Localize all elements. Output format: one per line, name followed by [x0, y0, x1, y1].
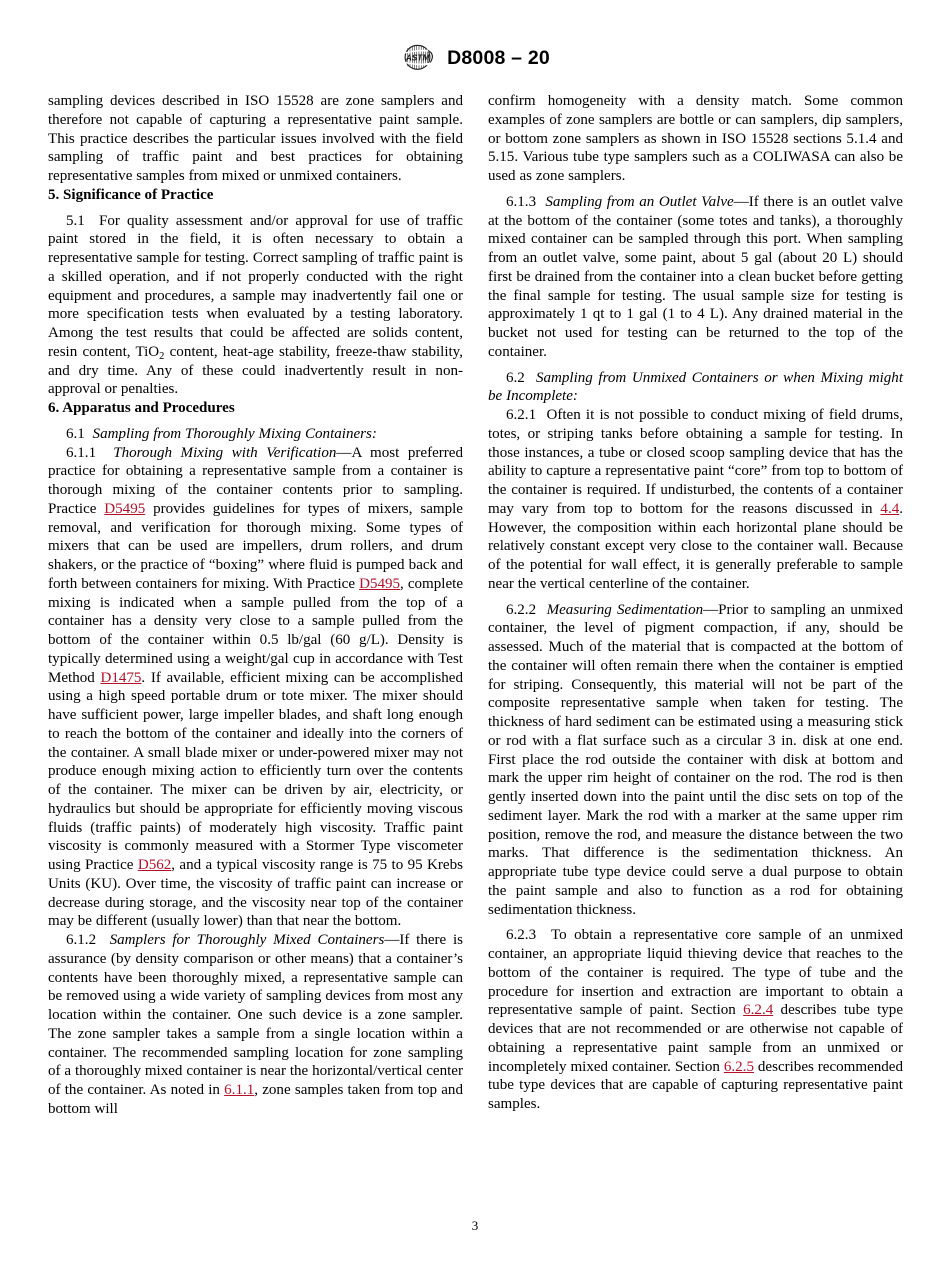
- reference-link-d5495-a[interactable]: D5495: [104, 500, 146, 517]
- paragraph-number-6-2-3: 6.2.3: [506, 927, 537, 944]
- left-column: [48, 92, 463, 1119]
- reference-link-d1475[interactable]: D1475: [100, 669, 142, 686]
- paragraph-6-2-title: Sampling from Unmixed Containers or when Mixing might be Incomplete:: [488, 369, 903, 405]
- page-number: 3: [471, 1218, 479, 1233]
- paragraph-number-6-2-2: 6.2.2: [506, 601, 537, 618]
- paragraph-6-2-3-text-b: describes tube type devices that are not recommended or are otherwise not capable of obtaining a representative paint sample from an unmixed or incompletely mixed container. Section: [488, 1002, 903, 1075]
- paragraph-6-2-3-text-c: describes recommended tube type devices that are capable of capturing representative paint samples.: [488, 1058, 904, 1112]
- paragraph-6-1-1-text-e: , and a typical viscosity range is 75 to 95 Krebs Units (KU). Over time, the viscosity of traffic paint can increase or decrease during storage, and the viscosity near top of the container may be different (usually lower) than that near the bottom.: [48, 857, 463, 930]
- reference-link-6-1-1[interactable]: 6.1.1: [224, 1082, 255, 1098]
- paragraph-6-1-2: [48, 931, 463, 1119]
- paragraph-6-2-2: [488, 601, 903, 920]
- paragraph-number-6-2: 6.2: [506, 369, 525, 386]
- paragraph-6-1-2-title: Samplers for Thoroughly Mixed Containers: [109, 932, 385, 948]
- body-columns: [48, 92, 904, 1119]
- paragraph-6-1-1-title: Thorough Mixing with Verification: [113, 444, 337, 461]
- paragraph-6-1-3-text: —If there is an outlet valve at the bottom of the container (some totes and tanks), a thoroughly mixed container can be sampled through this port. When sampling from an outlet valve, some paint, about 5 gal (about 20 L) should first be drained from the container into a clean bucket before getting the final sample for testing. The usual sample size for testing is approximately 1 qt to 1 gal (1 to 4 L). Any drained material in the bucket not used for testing can be returned to the top of the container.: [488, 193, 903, 360]
- paragraph-6-2-2-title: Measuring Sedimentation: [546, 601, 704, 618]
- paragraph-number-6-1-1: 6.1.1: [66, 444, 97, 461]
- paragraph-6-2-1-text-b: . However, the composition within each horizontal plane should be relatively constant except very close to the container wall. Because of the potential for wall effect, it is generally preferable to sample near the vertical centerline of the container.: [488, 500, 903, 592]
- paragraph-number-6-1: 6.1: [66, 425, 85, 442]
- heading-section-6: 6. Apparatus and Procedures: [48, 400, 235, 416]
- paragraph-6-2-2-text: —Prior to sampling an unmixed container, the level of pigment compaction, if any, should be assessed. Much of the material that is compacted at the bottom of the container will often remain there when the container is emptied for striping. Consequently, this material will not be part of the composite representative sample when taken for testing. The thickness of hard sediment can be estimated using a measuring stick or rod with a flat surface such as a circular 3 in. disk at one end. First place the rod outside the container with disk at bottom and mark the upper rim height of container on the rod. The rod is then gently inserted down into the paint until the disc sets on top of the sediment layer. Mark the rod with a marker at the same upper rim position, remove the rod, and measure the distance between the two marks. That difference is the sedimentation thickness. An appropriate tube type device could serve a dual purpose to obtain the paint sample and also to function as a rod for obtaining sedimentation thickness.: [488, 601, 903, 918]
- svg-text:ASTM: ASTM: [405, 53, 430, 63]
- paragraph-6-1-1: [48, 444, 463, 932]
- paragraph-6-1-2-text-b: , zone samples taken from top and bottom will: [48, 1082, 463, 1117]
- paragraph-6-1: [48, 425, 463, 444]
- paragraph-6-1-1-text-b: provides guidelines for types of mixers, sample removal, and verification for thorough mixing. Some types of mixers that can be used are impellers, drum rollers, and drum shakers, or the practice of “boxing” where fluid is pumped back and forth between containers for mixing. With Practice: [48, 500, 463, 592]
- reference-link-6-2-4[interactable]: 6.2.4: [743, 1002, 774, 1019]
- reference-link-4-4[interactable]: 4.4: [880, 500, 900, 517]
- paragraph-6-2-1-text-a: Often it is not possible to conduct mixing of field drums, totes, or striping tanks before obtaining a sample for testing. In those instances, a tube or closed scoop sampling device that has the ability to capture a representative paint “core” from top to bottom of the container is required. If undisturbed, the contents of a container may vary from top to bottom for the reasons discussed in: [488, 407, 903, 517]
- paragraph-5-1: [48, 212, 463, 400]
- paragraph-6-1-2-text-a: —If there is assurance (by density comparison or other means) that a container’s contents have been thoroughly mixed, a representative sample can be removed using a wide variety of sampling devices from most any location within the container. One such device is a zone sampler. The zone sampler takes a sample from a single location within a container. The recommended sampling location for zone sampling of a thoroughly mixed container is near the horizontal/vertical center of the container. As noted in: [48, 932, 464, 1098]
- subscript-tio2: 2: [159, 350, 165, 362]
- paragraph-6-1-3-title: Sampling from an Outlet Valve: [545, 193, 734, 210]
- paragraph-6-2-3-text-a: To obtain a representative core sample of an unmixed container, an appropriate liquid thieving device that reaches to the bottom of the container is required. The type of tube and the procedure for insertion and extraction are important to obtain a representative sample of paint. Section: [488, 927, 903, 1019]
- paragraph-6-2-3: [488, 926, 903, 1114]
- paragraph-5-1-text-a: For quality assessment and/or approval for use of traffic paint stored in the field, it is often necessary to obtain a representative sample for testing. Correct sampling of traffic paint is a skilled operation, and if not properly conducted with the right equipment and procedures, a sample may inadvertently fail one or more specification tests when evaluated by a testing laboratory. Among the test results that could be affected are solids content, resin content, TiO: [48, 212, 463, 360]
- paragraph-6-1-1-text-d: . If available, efficient mixing can be accomplished using a high speed portable drum or tote mixer. The mixer should have sufficient power, large impeller blades, and shaft long enough to reach the bottom of the container and ideally into the corners of the container. A small blade mixer or under-powered mixer may not produce enough mixing action to efficiently turn over the contents of the container. The mixer can be driven by air, electricity, or hydraulics but should be appropriate for efficiently moving viscous fluids (traffic paints) of moderately high viscosity. Traffic paint viscosity is commonly measured with a Stormer Type viscometer using Practice: [48, 669, 463, 873]
- paragraph-6-1-title: Sampling from Thoroughly Mixing Containers:: [92, 425, 377, 442]
- paragraph-continued-right: confirm homogeneity with a density match. Some common examples of zone samplers are bottle or can samplers, dip samplers, or bottom zone samplers as shown in ISO 15528 sections 5.1.4 and 5.15. Various tube type samplers such as a COLIWASA can also be used as zone samplers.: [488, 93, 903, 184]
- paragraph-number-6-1-2: 6.1.2: [66, 932, 97, 948]
- paragraph-6-1-1-text-a: —A most preferred practice for obtaining a representative sample from a container is thorough mixing of the container contents prior to sampling. Practice: [48, 444, 463, 517]
- paragraph-number-5-1: 5.1: [66, 212, 85, 229]
- paragraph-6-1-3: [488, 193, 903, 362]
- astm-logo-icon: [400, 43, 438, 73]
- paragraph-6-1-1-text-c: , complete mixing is indicated when a sample pulled from the top of a container has a density very close to a sample pulled from the bottom of the container within 0.5 lb/gal (60 g/L). Density is typically determined using a weight/gal cup in accordance with Test Method: [48, 575, 463, 686]
- paragraph-number-6-1-3: 6.1.3: [506, 193, 537, 210]
- paragraph-continued-left: sampling devices described in ISO 15528 are zone samplers and therefore not capable of capturing a representative paint sample. This practice describes the particular issues involved with the field sampling of traffic paint and best practices for obtaining representative samples from mixed or unmixed containers.: [48, 93, 463, 184]
- reference-link-6-2-5[interactable]: 6.2.5: [723, 1058, 754, 1075]
- paragraph-6-2: [488, 369, 903, 407]
- heading-section-5: 5. Significance of Practice: [48, 186, 214, 203]
- page-header: [0, 38, 950, 78]
- page-footer: [0, 1218, 950, 1234]
- paragraph-number-6-2-1: 6.2.1: [506, 407, 537, 423]
- paragraph-5-1-text-b: content, heat-age stability, freeze-thaw stability, and dry time. Any of these could inadvertently result in non-approval or penalties.: [48, 343, 463, 398]
- paragraph-6-2-1: [488, 406, 903, 594]
- reference-link-d5495-b[interactable]: D5495: [359, 575, 401, 592]
- document-designation: D8008 – 20: [447, 46, 550, 69]
- right-column: [488, 92, 903, 1119]
- reference-link-d562[interactable]: D562: [137, 857, 172, 873]
